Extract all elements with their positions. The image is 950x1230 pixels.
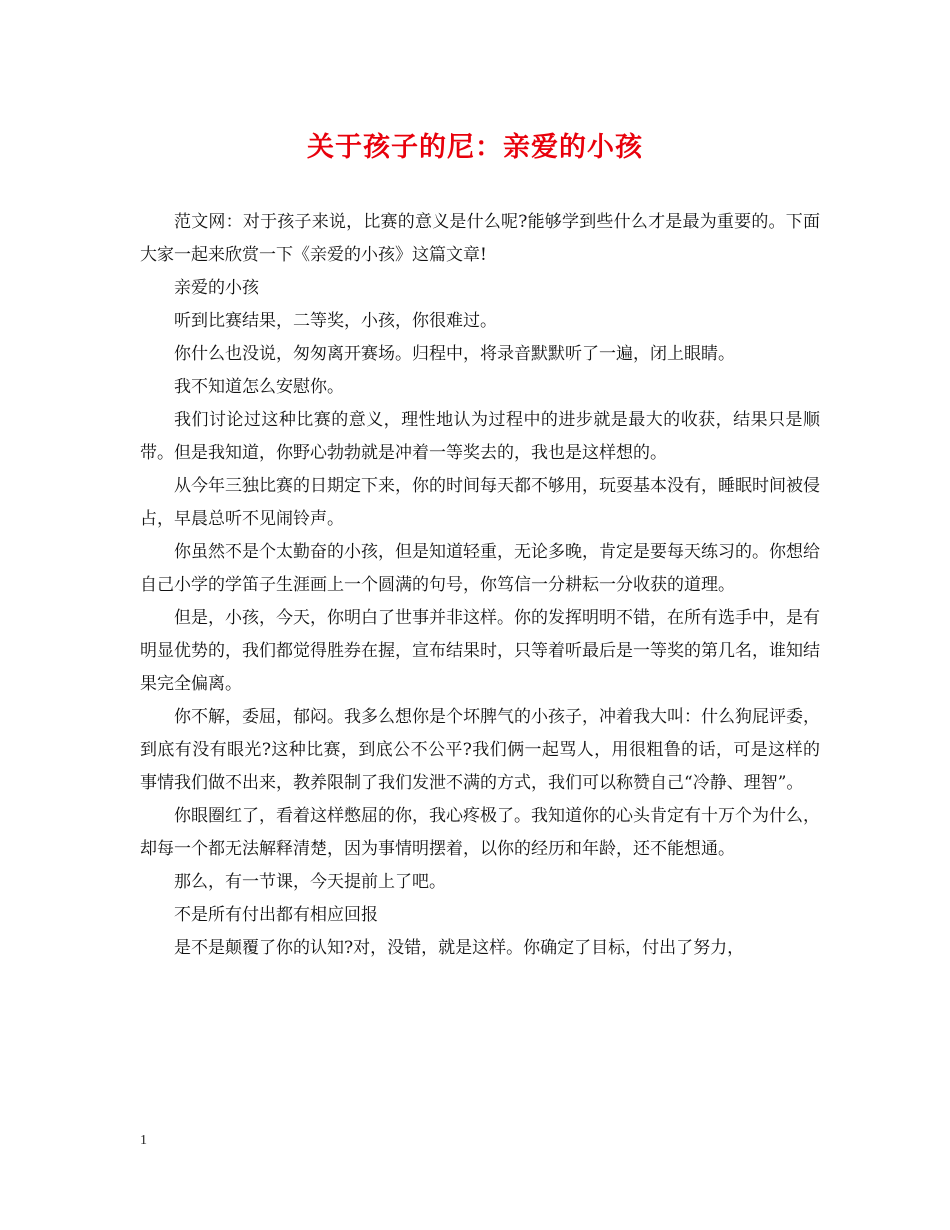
page-number: 1 xyxy=(140,1133,147,1148)
paragraph: 那么，有一节课，今天提前上了吧。 xyxy=(174,872,446,892)
paragraph: 不是所有付出都有相应回报 xyxy=(174,905,378,925)
paragraph: 从今年三独比赛的日期定下来，你的时间每天都不够用，玩耍基本没有，睡眠时间被侵占，早晨总听不见闹铃声。 xyxy=(140,476,820,529)
document-title: 关于孩子的尼：亲爱的小孩 xyxy=(307,132,643,163)
paragraph: 你虽然不是个太勤奋的小孩，但是知道轻重，无论多晚，肯定是要每天练习的。你想给自己小学的学笛子生涯画上一个圆满的句号，你笃信一分耕耘一分收获的道理。 xyxy=(140,542,820,595)
paragraph: 是不是颠覆了你的认知?对，没错，就是这样。你确定了目标，付出了努力， xyxy=(174,938,745,958)
paragraph: 但是，小孩，今天，你明白了世事并非这样。你的发挥明明不错，在所有选手中，是有明显优势的，我们都觉得胜券在握，宣布结果时，只等着听最后是一等奖的第几名，谁知结果完全偏离。 xyxy=(140,608,820,694)
paragraph: 你眼圈红了，看着这样憋屈的你，我心疼极了。我知道你的心头肯定有十万个为什么，却每一个都无法解释清楚，因为事情明摆着，以你的经历和年龄，还不能想通。 xyxy=(140,806,820,859)
paragraph: 你什么也没说，匆匆离开赛场。归程中，将录音默默听了一遍，闭上眼睛。 xyxy=(174,344,735,364)
document-body xyxy=(140,206,820,965)
paragraph: 我不知道怎么安慰你。 xyxy=(174,377,344,397)
paragraph: 听到比赛结果，二等奖，小孩，你很难过。 xyxy=(174,311,497,331)
paragraph: 范文网：对于孩子来说，比赛的意义是什么呢?能够学到些什么才是最为重要的。下面大家一起来欣赏一下《亲爱的小孩》这篇文章! xyxy=(140,212,820,265)
paragraph: 你不解，委屈，郁闷。我多么想你是个坏脾气的小孩子，冲着我大叫：什么狗屁评委，到底有没有眼光?这种比赛，到底公不公平?我们俩一起骂人，用很粗鲁的话，可是这样的事情我们做不出来，教养限制了我们发泄不满的方式，我们可以称赞自己“冷静、理智”。 xyxy=(140,707,820,793)
paragraph: 我们讨论过这种比赛的意义，理性地认为过程中的进步就是最大的收获，结果只是顺带。但是我知道，你野心勃勃就是冲着一等奖去的，我也是这样想的。 xyxy=(140,410,820,463)
paragraph: 亲爱的小孩 xyxy=(174,278,259,298)
